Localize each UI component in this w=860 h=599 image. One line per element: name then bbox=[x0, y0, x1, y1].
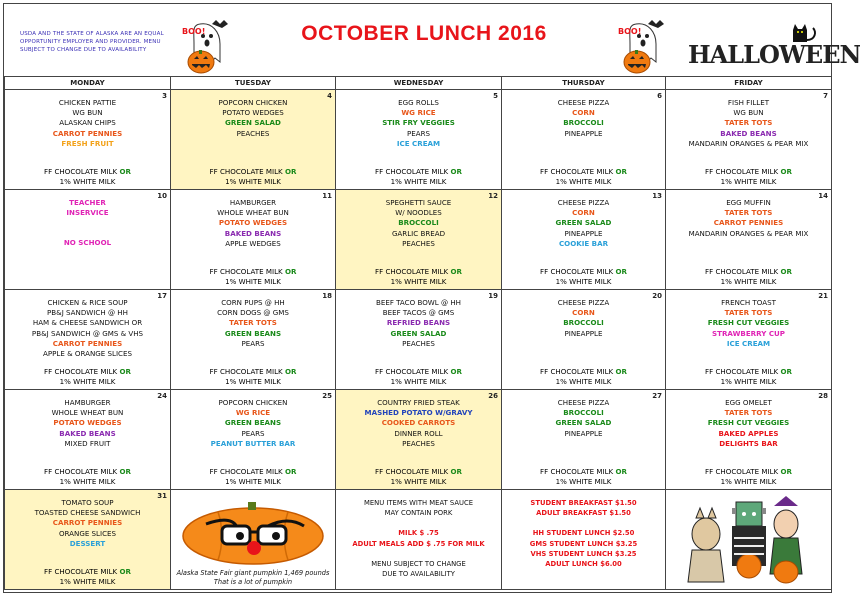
menu-item: CORN PUPS @ HH bbox=[221, 298, 285, 307]
day-cell-20 bbox=[502, 290, 666, 390]
ghost-pumpkin-icon bbox=[618, 18, 666, 76]
day-cell-10 bbox=[5, 190, 171, 290]
day-cell-25 bbox=[171, 390, 336, 490]
day-number: 13 bbox=[652, 192, 662, 200]
milk-or: OR bbox=[615, 467, 627, 476]
menu-item: CHEESE PIZZA bbox=[557, 398, 610, 407]
menu-item: BAKED BEANS bbox=[224, 228, 282, 238]
milk-chocolate: FF CHOCOLATE MILK bbox=[705, 367, 779, 376]
milk-options bbox=[502, 467, 665, 487]
menu-item: ICE CREAM bbox=[396, 138, 441, 148]
day-cell-27 bbox=[502, 390, 666, 490]
menu-item bbox=[5, 218, 170, 228]
milk-white: 1% WHITE MILK bbox=[59, 477, 116, 486]
menu-items bbox=[666, 90, 831, 149]
menu-item: CORN DOGS @ GMS bbox=[217, 308, 289, 318]
menu-item: TEACHER bbox=[69, 198, 106, 207]
day-number: 31 bbox=[157, 492, 167, 500]
week-row-4 bbox=[5, 390, 832, 490]
day-cell-12 bbox=[336, 190, 502, 290]
week-row-3 bbox=[5, 290, 832, 390]
menu-item: APPLE & ORANGE SLICES bbox=[43, 349, 132, 359]
day-number: 18 bbox=[322, 292, 332, 300]
menu-item: PEACHES bbox=[236, 128, 270, 138]
menu-item: BAKED BEANS bbox=[720, 128, 777, 138]
menu-item: STIR FRY VEGGIES bbox=[382, 118, 455, 128]
milk-white: 1% WHITE MILK bbox=[390, 477, 447, 486]
milk-white: 1% WHITE MILK bbox=[555, 177, 612, 186]
milk-chocolate: FF CHOCOLATE MILK bbox=[540, 267, 614, 276]
day-number: 4 bbox=[327, 92, 332, 100]
adult-milk-price: ADULT MEALS ADD $ .75 FOR MILK bbox=[352, 539, 485, 548]
price-line: HH STUDENT LUNCH $2.50 bbox=[532, 529, 635, 538]
milk-or: OR bbox=[450, 267, 462, 276]
menu-item: GREEN BEANS bbox=[224, 418, 282, 428]
milk-chocolate: FF CHOCOLATE MILK bbox=[375, 467, 449, 476]
disclaimer-text: USDA AND THE STATE OF ALASKA ARE AN EQUAL OPPORTUNITY EMPLOYER AND PROVIDER. MENU SUBJECT TO CHANGE DUE TO AVAILABILITY bbox=[20, 31, 164, 53]
menu-item: EGG OMELET bbox=[725, 398, 772, 407]
milk-chocolate: FF CHOCOLATE MILK bbox=[209, 267, 283, 276]
milk-options bbox=[666, 467, 831, 487]
milk-white: 1% WHITE MILK bbox=[555, 477, 612, 486]
menu-item: GREEN SALAD bbox=[555, 218, 612, 228]
day-number: 19 bbox=[488, 292, 498, 300]
menu-item: COOKIE BAR bbox=[558, 238, 609, 248]
menu-item: POPCORN CHICKEN bbox=[218, 398, 288, 407]
menu-items bbox=[666, 290, 831, 349]
boo-text-left: BOO! bbox=[182, 27, 206, 36]
milk-or: OR bbox=[780, 267, 792, 276]
milk-white: 1% WHITE MILK bbox=[390, 277, 447, 286]
header bbox=[4, 4, 860, 76]
menu-item: BEEF TACO BOWL @ HH bbox=[375, 298, 462, 307]
menu-item: DINNER ROLL bbox=[394, 428, 443, 438]
milk-or: OR bbox=[284, 467, 297, 476]
milk-or: OR bbox=[615, 367, 627, 376]
menu-items bbox=[5, 290, 170, 359]
milk-options bbox=[336, 267, 501, 287]
day-cell-24 bbox=[5, 390, 171, 490]
milk-options bbox=[666, 367, 831, 387]
info-line: MAY CONTAIN PORK bbox=[384, 509, 453, 518]
page-title: OCTOBER LUNCH 2016 bbox=[301, 22, 547, 45]
menu-item: APPLE WEDGES bbox=[225, 238, 281, 248]
milk-white: 1% WHITE MILK bbox=[390, 177, 447, 186]
menu-item: WG RICE bbox=[401, 108, 436, 118]
milk-options bbox=[336, 167, 501, 187]
menu-item: PB&J SANDWICH @ GMS & VHS bbox=[31, 328, 144, 338]
milk-chocolate: FF CHOCOLATE MILK bbox=[540, 167, 614, 176]
menu-item: PB&J SANDWICH @ HH bbox=[47, 308, 128, 318]
menu-item: GREEN SALAD bbox=[555, 418, 612, 428]
price-line: ADULT BREAKFAST $1.50 bbox=[536, 509, 631, 518]
milk-chocolate: FF CHOCOLATE MILK bbox=[375, 267, 449, 276]
day-cell-4 bbox=[171, 90, 336, 190]
weekday-tuesday: TUESDAY bbox=[171, 77, 336, 90]
menu-item: BROCCOLI bbox=[398, 218, 439, 228]
menu-item: WHOLE WHEAT BUN bbox=[51, 408, 124, 418]
menu-item: POTATO WEDGES bbox=[218, 218, 288, 228]
menu-info-cell bbox=[336, 490, 502, 590]
menu-item: CORN bbox=[572, 208, 595, 218]
weekday-thursday: THURSDAY bbox=[502, 77, 666, 90]
milk-white: 1% WHITE MILK bbox=[720, 377, 777, 386]
price-line: GMS STUDENT LUNCH $3.25 bbox=[529, 539, 638, 548]
milk-chocolate: FF CHOCOLATE MILK bbox=[705, 167, 779, 176]
menu-items bbox=[5, 190, 170, 249]
milk-chocolate: FF CHOCOLATE MILK bbox=[44, 367, 118, 376]
milk-chocolate: FF CHOCOLATE MILK bbox=[705, 267, 779, 276]
boo-text-right: BOO! bbox=[618, 27, 642, 36]
menu-item: BROCCOLI bbox=[563, 318, 604, 328]
day-cell-13 bbox=[502, 190, 666, 290]
milk-or: OR bbox=[780, 167, 792, 176]
menu-item: GARLIC BREAD bbox=[391, 228, 446, 238]
day-cell-7 bbox=[666, 90, 832, 190]
day-number: 17 bbox=[157, 292, 167, 300]
day-cell-3 bbox=[5, 90, 171, 190]
milk-or: OR bbox=[450, 367, 462, 376]
milk-or: OR bbox=[284, 367, 297, 376]
menu-calendar bbox=[4, 76, 831, 590]
menu-items bbox=[171, 390, 335, 449]
menu-item: PINEAPPLE bbox=[564, 328, 603, 338]
menu-item: PEARS bbox=[241, 428, 265, 438]
weekday-friday: FRIDAY bbox=[666, 77, 832, 90]
menu-item: CARROT PENNIES bbox=[52, 338, 123, 348]
menu-items bbox=[336, 190, 501, 249]
milk-or: OR bbox=[780, 367, 792, 376]
menu-item: WHOLE WHEAT BUN bbox=[217, 208, 289, 218]
menu-items bbox=[5, 490, 170, 549]
menu-item: HAM & CHEESE SANDWICH OR bbox=[32, 318, 143, 328]
milk-white: 1% WHITE MILK bbox=[225, 177, 281, 186]
info-line: MENU SUBJECT TO CHANGE bbox=[371, 559, 466, 568]
milk-options bbox=[171, 467, 335, 487]
menu-item: PINEAPPLE bbox=[564, 128, 603, 138]
price-list bbox=[502, 490, 665, 569]
day-cell-18 bbox=[171, 290, 336, 390]
menu-item: WG RICE bbox=[235, 408, 271, 418]
milk-options bbox=[666, 167, 831, 187]
milk-chocolate: FF CHOCOLATE MILK bbox=[375, 167, 449, 176]
milk-chocolate: FF CHOCOLATE MILK bbox=[44, 467, 118, 476]
day-number: 7 bbox=[823, 92, 828, 100]
milk-or: OR bbox=[615, 267, 627, 276]
milk-white: 1% WHITE MILK bbox=[225, 377, 281, 386]
milk-options bbox=[502, 167, 665, 187]
ghost-pumpkin-icon bbox=[182, 18, 230, 76]
day-number: 3 bbox=[162, 92, 167, 100]
milk-price: MILK $ .75 bbox=[398, 529, 439, 538]
menu-item: COUNTRY FRIED STEAK bbox=[377, 398, 460, 407]
day-cell-5 bbox=[336, 90, 502, 190]
menu-item: EGG MUFFIN bbox=[726, 198, 771, 207]
menu-item: ICE CREAM bbox=[726, 338, 771, 348]
milk-chocolate: FF CHOCOLATE MILK bbox=[540, 467, 614, 476]
day-cell-17 bbox=[5, 290, 171, 390]
pumpkin-caption-line: Alaska State Fair giant pumpkin 1,469 pounds bbox=[176, 569, 330, 578]
menu-item: MANDARIN ORANGES & PEAR MIX bbox=[688, 228, 809, 238]
menu-item: POTATO WEDGES bbox=[222, 108, 284, 118]
menu-item: TATER TOTS bbox=[724, 308, 773, 318]
milk-white: 1% WHITE MILK bbox=[720, 277, 777, 286]
halloween-wordart: HALLOWEEN bbox=[688, 40, 860, 69]
glasses-pumpkin-icon bbox=[178, 496, 328, 566]
menu-item: FRESH CUT VEGGIES bbox=[707, 318, 790, 328]
weekday-header-row bbox=[5, 77, 832, 90]
milk-options bbox=[502, 267, 665, 287]
menu-info bbox=[336, 490, 501, 579]
day-number: 24 bbox=[157, 392, 167, 400]
milk-chocolate: FF CHOCOLATE MILK bbox=[540, 367, 614, 376]
menu-items bbox=[502, 390, 665, 439]
menu-table bbox=[4, 76, 832, 590]
day-number: 27 bbox=[652, 392, 662, 400]
menu-item: CHICKEN PATTIE bbox=[58, 98, 117, 107]
day-number: 10 bbox=[157, 192, 167, 200]
menu-items bbox=[171, 290, 335, 349]
day-cell-6 bbox=[502, 90, 666, 190]
menu-item: GREEN SALAD bbox=[390, 328, 447, 338]
menu-item: MIXED FRUIT bbox=[64, 438, 111, 448]
menu-items bbox=[666, 190, 831, 239]
menu-item: ALASKAN CHIPS bbox=[59, 118, 116, 128]
day-number: 14 bbox=[818, 192, 828, 200]
menu-item: PEACHES bbox=[402, 338, 435, 348]
day-cell-11 bbox=[171, 190, 336, 290]
milk-or: OR bbox=[450, 167, 462, 176]
menu-item: GREEN BEANS bbox=[224, 328, 282, 338]
day-number: 20 bbox=[652, 292, 662, 300]
menu-items bbox=[336, 290, 501, 349]
menu-item: PEACHES bbox=[402, 238, 435, 248]
milk-chocolate: FF CHOCOLATE MILK bbox=[209, 367, 283, 376]
milk-white: 1% WHITE MILK bbox=[555, 377, 612, 386]
menu-item: PEARS bbox=[406, 128, 431, 138]
day-number: 21 bbox=[818, 292, 828, 300]
milk-chocolate: FF CHOCOLATE MILK bbox=[44, 167, 118, 176]
menu-item: FRESH CUT VEGGIES bbox=[707, 418, 790, 428]
week-row-1 bbox=[5, 90, 832, 190]
menu-items bbox=[666, 390, 831, 449]
price-list-cell bbox=[502, 490, 666, 590]
milk-options bbox=[5, 567, 170, 587]
day-cell-28 bbox=[666, 390, 832, 490]
lunch-menu-page bbox=[3, 3, 860, 593]
milk-or: OR bbox=[284, 167, 297, 176]
info-line: MENU ITEMS WITH MEAT SAUCE bbox=[363, 499, 473, 507]
menu-item: MASHED POTATO W/GRAVY bbox=[364, 408, 473, 418]
menu-item: FRESH FRUIT bbox=[61, 138, 114, 148]
menu-item: WG BUN bbox=[733, 108, 764, 118]
pumpkin-caption bbox=[171, 569, 335, 587]
milk-or: OR bbox=[780, 467, 792, 476]
milk-or: OR bbox=[119, 167, 131, 176]
pumpkin-caption-line: That is a lot of pumpkin bbox=[213, 578, 293, 587]
menu-item: EGG ROLLS bbox=[398, 98, 439, 107]
menu-item: BAKED APPLES bbox=[718, 428, 779, 438]
milk-white: 1% WHITE MILK bbox=[390, 377, 447, 386]
menu-items bbox=[502, 290, 665, 339]
trick-or-treat-kids-icon bbox=[674, 494, 824, 586]
milk-white: 1% WHITE MILK bbox=[720, 477, 777, 486]
milk-or: OR bbox=[119, 567, 131, 577]
menu-item: CHICKEN & RICE SOUP bbox=[47, 298, 128, 307]
menu-item: COOKED CARROTS bbox=[381, 418, 456, 428]
price-line: STUDENT BREAKFAST $1.50 bbox=[530, 499, 637, 507]
day-cell-19 bbox=[336, 290, 502, 390]
menu-item: CHEESE PIZZA bbox=[557, 198, 610, 207]
pumpkin-picture-cell bbox=[171, 490, 336, 590]
menu-item: CARROT PENNIES bbox=[52, 518, 123, 528]
menu-item: TATER TOTS bbox=[724, 408, 773, 418]
info-line: DUE TO AVAILABILITY bbox=[382, 570, 455, 579]
milk-or: OR bbox=[119, 367, 131, 376]
milk-options bbox=[171, 267, 335, 287]
menu-items bbox=[5, 390, 170, 449]
menu-item: TATER TOTS bbox=[724, 208, 773, 218]
menu-item: HAMBURGER bbox=[64, 398, 111, 407]
menu-item: BROCCOLI bbox=[563, 408, 604, 418]
menu-items bbox=[171, 190, 335, 249]
menu-item: BROCCOLI bbox=[563, 118, 604, 128]
menu-items bbox=[171, 90, 335, 139]
menu-item: PEANUT BUTTER BAR bbox=[210, 438, 296, 448]
milk-options bbox=[5, 367, 170, 387]
menu-item: HAMBURGER bbox=[229, 198, 277, 207]
milk-options bbox=[336, 367, 501, 387]
menu-item: CARROT PENNIES bbox=[52, 128, 123, 138]
menu-item: PEACHES bbox=[402, 438, 435, 448]
menu-item: W/ NOODLES bbox=[395, 208, 442, 218]
milk-chocolate: FF CHOCOLATE MILK bbox=[705, 467, 779, 476]
day-cell-26 bbox=[336, 390, 502, 490]
menu-item: FRENCH TOAST bbox=[721, 298, 776, 307]
milk-white: 1% WHITE MILK bbox=[225, 477, 281, 486]
menu-item: DESSERT bbox=[69, 538, 106, 548]
menu-item: SPEGHETTI SAUCE bbox=[385, 198, 452, 207]
day-number: 28 bbox=[818, 392, 828, 400]
menu-item: GREEN SALAD bbox=[225, 118, 281, 128]
milk-or: OR bbox=[284, 267, 297, 276]
menu-item: BEEF TACOS @ GMS bbox=[382, 308, 455, 318]
menu-item: CORN bbox=[572, 308, 595, 318]
milk-options bbox=[666, 267, 831, 287]
menu-item: CORN bbox=[572, 108, 595, 118]
menu-item: PINEAPPLE bbox=[564, 228, 603, 238]
milk-or: OR bbox=[119, 467, 131, 476]
weekday-wednesday: WEDNESDAY bbox=[336, 77, 502, 90]
menu-item: REFRIED BEANS bbox=[386, 318, 451, 328]
menu-item: PINEAPPLE bbox=[564, 428, 603, 438]
milk-chocolate: FF CHOCOLATE MILK bbox=[209, 467, 283, 476]
kids-costume-cell bbox=[666, 490, 832, 590]
menu-item: INSERVICE bbox=[66, 208, 109, 218]
menu-item: CHEESE PIZZA bbox=[557, 98, 610, 107]
menu-item bbox=[5, 228, 170, 238]
menu-item: TATER TOTS bbox=[724, 118, 773, 128]
menu-items bbox=[502, 190, 665, 249]
milk-white: 1% WHITE MILK bbox=[59, 377, 116, 386]
week-row-2 bbox=[5, 190, 832, 290]
menu-item: WG BUN bbox=[72, 108, 103, 118]
day-number: 12 bbox=[488, 192, 498, 200]
menu-item: FISH FILLET bbox=[727, 98, 770, 107]
day-cell-31 bbox=[5, 490, 171, 590]
menu-item: ORANGE SLICES bbox=[58, 528, 117, 538]
menu-item: POPCORN CHICKEN bbox=[218, 98, 288, 107]
milk-or: OR bbox=[615, 167, 627, 176]
milk-chocolate: FF CHOCOLATE MILK bbox=[375, 367, 449, 376]
menu-item: STRAWBERRY CUP bbox=[712, 328, 785, 338]
milk-white: 1% WHITE MILK bbox=[59, 577, 116, 587]
milk-options bbox=[171, 367, 335, 387]
milk-chocolate: FF CHOCOLATE MILK bbox=[209, 167, 283, 176]
menu-items bbox=[5, 90, 170, 149]
day-number: 5 bbox=[493, 92, 498, 100]
milk-chocolate: FF CHOCOLATE MILK bbox=[44, 567, 118, 577]
menu-item: POTATO WEDGES bbox=[53, 418, 122, 428]
milk-options bbox=[502, 367, 665, 387]
milk-white: 1% WHITE MILK bbox=[720, 177, 777, 186]
menu-item: NO SCHOOL bbox=[63, 238, 112, 248]
week-row-5 bbox=[5, 490, 832, 590]
menu-item: DELIGHTS BAR bbox=[719, 438, 778, 448]
day-number: 11 bbox=[322, 192, 332, 200]
menu-item: TOMATO SOUP bbox=[61, 498, 114, 507]
menu-item: CARROT PENNIES bbox=[713, 218, 784, 228]
milk-white: 1% WHITE MILK bbox=[555, 277, 612, 286]
milk-options bbox=[171, 167, 335, 187]
milk-options bbox=[5, 167, 170, 187]
weekday-monday: MONDAY bbox=[5, 77, 171, 90]
day-cell-21 bbox=[666, 290, 832, 390]
day-cell-14 bbox=[666, 190, 832, 290]
menu-items bbox=[336, 90, 501, 149]
menu-items bbox=[502, 90, 665, 139]
day-number: 6 bbox=[657, 92, 662, 100]
price-line: ADULT LUNCH $6.00 bbox=[545, 560, 622, 569]
price-line: VHS STUDENT LUNCH $3.25 bbox=[530, 549, 637, 558]
menu-item: PEARS bbox=[241, 338, 265, 348]
milk-options bbox=[336, 467, 501, 487]
day-number: 25 bbox=[322, 392, 332, 400]
menu-item: BAKED BEANS bbox=[59, 428, 116, 438]
milk-white: 1% WHITE MILK bbox=[59, 177, 116, 186]
day-number: 26 bbox=[488, 392, 498, 400]
menu-item: TOASTED CHEESE SANDWICH bbox=[34, 508, 141, 518]
menu-item: MANDARIN ORANGES & PEAR MIX bbox=[688, 138, 809, 148]
milk-or: OR bbox=[450, 467, 462, 476]
milk-white: 1% WHITE MILK bbox=[225, 277, 281, 286]
menu-item: CHEESE PIZZA bbox=[557, 298, 610, 307]
milk-options bbox=[5, 467, 170, 487]
menu-item: TATER TOTS bbox=[229, 318, 277, 328]
menu-items bbox=[336, 390, 501, 449]
